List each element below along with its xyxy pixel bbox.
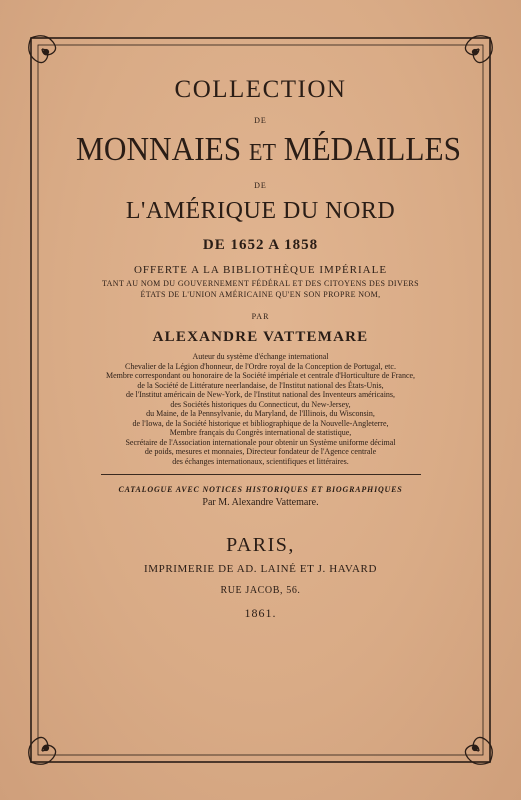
date-range: DE 1652 A 1858 <box>202 237 319 253</box>
title-content <box>60 70 461 621</box>
corner-ornament-top-left <box>29 36 56 63</box>
credit-line: de la Société de Littérature neerlandaise, de l'Institut national des États-Unis, <box>137 380 384 390</box>
imprint-printer: IMPRIMERIE DE AD. LAINÉ ET J. HAVARD <box>143 563 378 575</box>
par-label: PAR <box>251 312 270 321</box>
corner-ornament-bottom-left <box>29 737 56 764</box>
imprint-city: PARIS, <box>226 534 295 556</box>
credit-line: de poids, mesures et monnaies, Directeur fondateur de l'Agence centrale <box>144 447 377 456</box>
author-name: ALEXANDRE VATTEMARE <box>152 329 369 345</box>
dedication-offerte: OFFERTE A LA BIBLIOTHÈQUE IMPÉRIALE <box>133 264 388 276</box>
corner-ornament-bottom-right <box>465 737 492 764</box>
credit-line: Secrétaire de l'Association internationale pour obtenir un Système uniforme décimal <box>125 437 396 447</box>
credit-line: des échanges internationaux, scientifiques et littéraires. <box>172 456 349 466</box>
main-title-part1: MONNAIES <box>76 131 242 168</box>
credit-line: Membre correspondant ou honoraire de la Société impériale et centrale d'Horticulture de France, <box>105 371 416 380</box>
main-title-et: ET <box>248 140 276 166</box>
heading-de-2: DE <box>254 181 267 190</box>
credit-line: des Sociétés historiques du Connecticut, du New-Jersey, <box>170 399 351 409</box>
credit-line: Membre français du Congrès international de statistique, <box>169 428 352 437</box>
heading-de-1: DE <box>254 116 267 125</box>
credit-line: de l'Institut américain de New-York, de l'Institut national des Inventeurs américains, <box>125 390 396 399</box>
catalogue-author: Par M. Alexandre Vattemare. <box>202 497 319 508</box>
credit-line: Auteur du système d'échange international <box>192 352 329 361</box>
catalogue-note: CATALOGUE AVEC NOTICES HISTORIQUES ET BIOGRAPHIQUES <box>118 485 403 494</box>
credit-line: Chevalier de la Légion d'honneur, de l'Ordre royal de la Conception de Portugal, etc. <box>125 361 396 371</box>
dedication-tant: TANT AU NOM DU GOUVERNEMENT FÉDÉRAL ET DES CITOYENS DES DIVERS <box>101 279 420 288</box>
imprint-year: 1861. <box>244 606 277 620</box>
imprint-street: RUE JACOB, 56. <box>220 585 301 596</box>
subtitle: L'AMÉRIQUE DU NORD <box>125 198 396 224</box>
corner-ornament-top-right <box>465 36 492 63</box>
credit-line: du Maine, de la Pennsylvanie, du Maryland, de l'Illinois, du Wisconsin, <box>146 409 375 418</box>
main-title <box>76 131 462 169</box>
credit-line: de l'Iowa, de la Société historique et bibliographique de la Nouvelle-Angleterre, <box>132 418 389 428</box>
heading-collection: COLLECTION <box>174 76 347 103</box>
main-title-part2: MÉDAILLES <box>283 131 462 168</box>
dedication-etats: ÉTATS DE L'UNION AMÉRICAINE QU'EN SON PROPRE NOM, <box>140 290 381 299</box>
divider-rule <box>101 474 421 475</box>
author-credits <box>60 352 461 466</box>
